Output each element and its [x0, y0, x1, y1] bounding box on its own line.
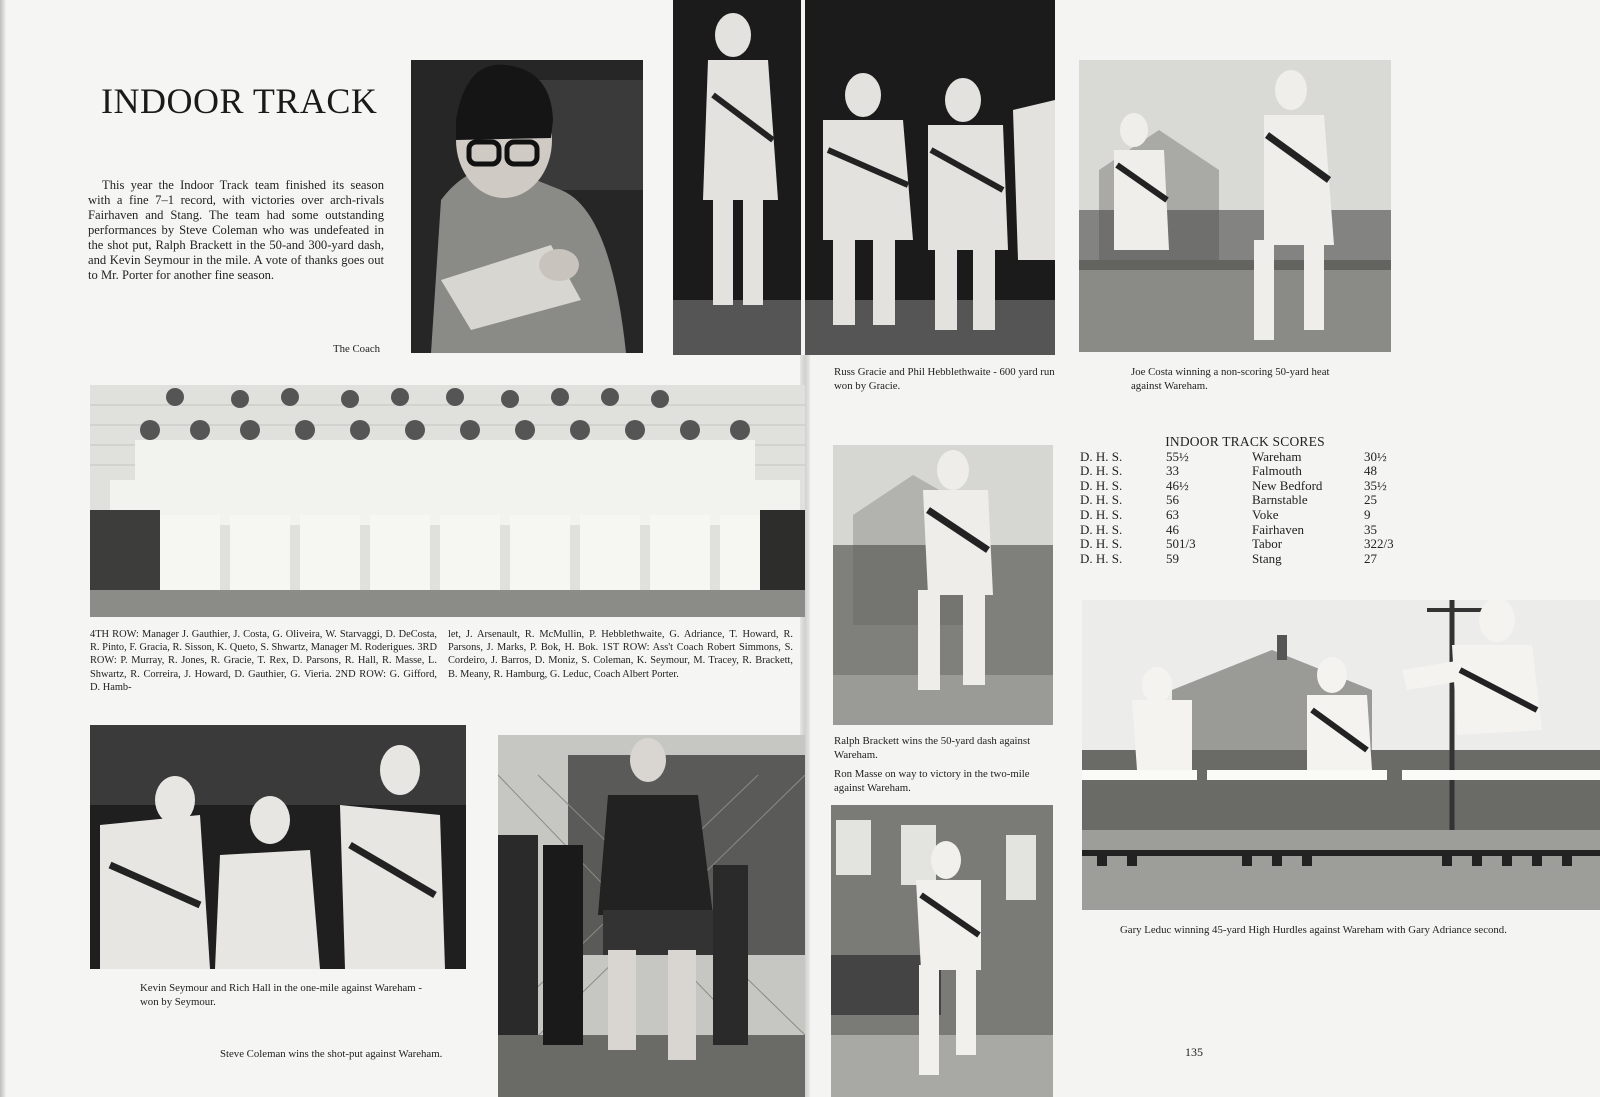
- coach-photo: [411, 60, 643, 353]
- opponent-name: Stang: [1252, 550, 1282, 566]
- opponent-score: 35: [1364, 521, 1377, 537]
- home-score: 59: [1166, 550, 1179, 566]
- opponent-score: 25: [1364, 492, 1377, 508]
- home-score: 46½: [1166, 477, 1189, 493]
- score-row: [1080, 464, 1404, 479]
- opponent-score: 48: [1364, 463, 1377, 479]
- coach-caption: The Coach: [333, 343, 381, 355]
- masse-caption: Ron Masse on way to victory in the two-mile against Wareham.: [834, 768, 1030, 794]
- team-cell: D. H. S.: [1080, 550, 1123, 566]
- team-photo: [90, 385, 805, 617]
- opponent-name: Voke: [1252, 506, 1279, 522]
- intro-paragraph: This year the Indoor Track team finished its season with a fine 7–1 record, with victories over arch-rivals Fairhaven and Stang. The team had some outstanding performances by Steve Coleman who was undefeated in the shot put, Ralph Brackett in the 50-and 300-yard dash, and Kevin Seymour in the mile. A vote of thanks goes out to Mr. Porter for another fine season.: [88, 178, 384, 282]
- seymour-caption: Kevin Seymour and Rich Hall in the one-mile against Wareham - won by Seymour.: [140, 982, 422, 1008]
- hurdles-photo: [1082, 600, 1600, 910]
- roster-caption-col1: 4TH ROW: Manager J. Gauthier, J. Costa, G. Oliveira, W. Starvaggi, D. DeCosta, R. Pinto, F. Gracia, R. Sisson, K. Queto, S. Shwartz, Manager M. Roderigues. 3RD ROW: P. Murray, R. Jones, R. Gracie, T. Rex, D. Parsons, R. Hall, R. Masse, L. Shwartz, R. Correira, J. Howard, D. Gauthier, G. Vieria. 2ND ROW: G. Gifford, D. Hamb-: [90, 629, 437, 693]
- team-cell: D. H. S.: [1080, 506, 1123, 522]
- score-row: [1080, 552, 1404, 567]
- home-score: 33: [1166, 463, 1179, 479]
- coleman-shotput-photo: [498, 735, 805, 1097]
- opponent-score: 35½: [1364, 477, 1387, 493]
- team-cell: D. H. S.: [1080, 448, 1123, 464]
- opponent-name: Wareham: [1252, 448, 1302, 464]
- scores-title: INDOOR TRACK SCORES: [1165, 434, 1325, 449]
- opponent-score: 9: [1364, 506, 1371, 522]
- home-score: 501/3: [1166, 536, 1196, 552]
- score-row: [1080, 537, 1404, 552]
- brackett-caption: Ralph Brackett wins the 50-yard dash against Wareham.: [834, 735, 1031, 761]
- team-cell: D. H. S.: [1080, 521, 1123, 537]
- gracie-caption: Russ Gracie and Phil Hebblethwaite - 600 yard run won by Gracie.: [834, 366, 1055, 392]
- leduc-caption: Gary Leduc winning 45-yard High Hurdles against Wareham with Gary Adriance second.: [1120, 924, 1507, 936]
- seymour-hall-photo: [90, 725, 466, 969]
- home-score: 55½: [1166, 448, 1189, 464]
- team-cell: D. H. S.: [1080, 463, 1123, 479]
- opponent-score: 30½: [1364, 448, 1387, 464]
- team-cell: D. H. S.: [1080, 477, 1123, 493]
- roster-caption-col2: let, J. Arsenault, R. McMullin, P. Hebblethwaite, G. Adriance, T. Howard, R. Parsons, J. Marks, P. Bok, H. Bok. 1ST ROW: Ass't Coach Robert Simmons, S. Cordeiro, J. Barros, D. Moniz, S. Coleman, K. Seymour, M. Tracey, R. Brackett, B. Meany, R. Hamburg, G. Leduc, Coach Albert Porter.: [448, 629, 793, 680]
- opponent-name: Falmouth: [1252, 463, 1302, 479]
- costa-caption: Joe Costa winning a non-scoring 50-yard heat against Wareham.: [1131, 366, 1330, 392]
- page-edge: [0, 0, 6, 1097]
- masse-photo: [831, 805, 1053, 1097]
- score-row: [1080, 450, 1404, 465]
- opponent-score: 322/3: [1364, 536, 1394, 552]
- score-row: [1080, 493, 1404, 508]
- home-score: 56: [1166, 492, 1179, 508]
- team-cell: D. H. S.: [1080, 492, 1123, 508]
- home-score: 46: [1166, 521, 1179, 537]
- opponent-name: Barnstable: [1252, 492, 1308, 508]
- score-row: [1080, 479, 1404, 494]
- opponent-name: Fairhaven: [1252, 521, 1304, 537]
- home-score: 63: [1166, 506, 1179, 522]
- page-number: 135: [1185, 1045, 1203, 1059]
- coleman-caption: Steve Coleman wins the shot-put against Wareham.: [220, 1048, 443, 1060]
- page-title: INDOOR TRACK: [101, 81, 378, 121]
- opponent-name: New Bedford: [1252, 477, 1323, 493]
- score-row: [1080, 508, 1404, 523]
- opponent-score: 27: [1364, 550, 1377, 566]
- scores-table: [1080, 435, 1410, 566]
- team-cell: D. H. S.: [1080, 536, 1123, 552]
- brackett-photo: [833, 445, 1053, 725]
- opponent-name: Tabor: [1252, 536, 1283, 552]
- costa-photo: [1079, 60, 1391, 352]
- score-row: [1080, 523, 1404, 538]
- runners-start-photo: [673, 0, 1055, 355]
